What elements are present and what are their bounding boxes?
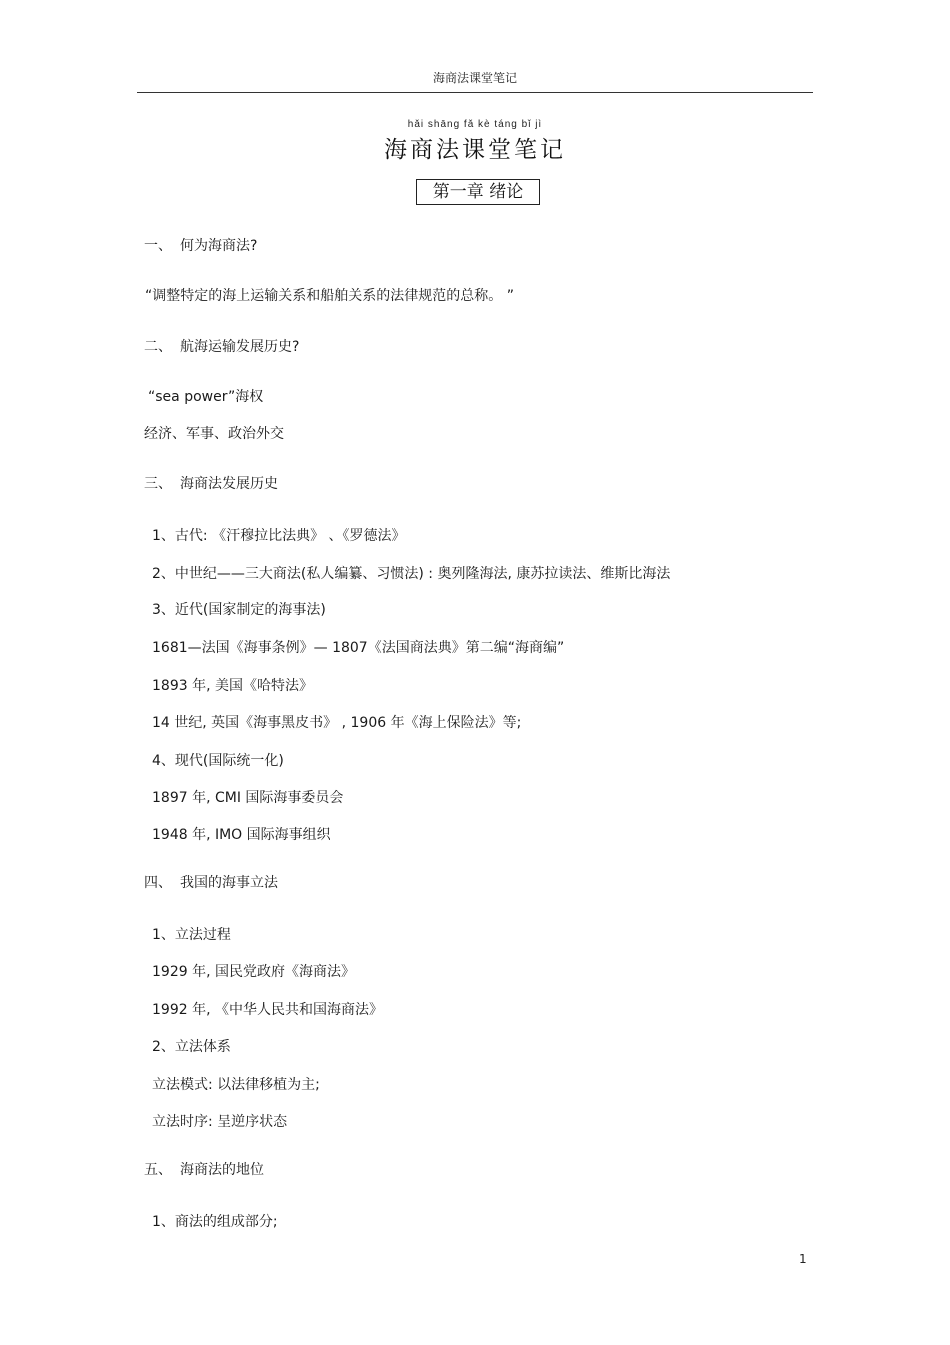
page-number: 1 (799, 1252, 807, 1266)
list-item: 3、近代(国家制定的海事法) (152, 602, 326, 618)
list-item: 4、现代(国际统一化) (152, 753, 284, 769)
section-heading (144, 874, 278, 892)
section-heading (144, 237, 257, 255)
text-line: 1948 年, IMO 国际海事组织 (152, 827, 331, 843)
title-pinyin: hǎi shāng fǎ kè táng bǐ jì (407, 119, 543, 130)
text-line: 经济、军事、政治外交 (144, 426, 284, 442)
section-title: 何为海商法? (180, 238, 258, 254)
text-line: 1992 年, 《中华人民共和国海商法》 (152, 1002, 383, 1018)
section-number: 四、 (144, 875, 172, 891)
list-item: 1、古代: 《汗穆拉比法典》 、《罗德法》 (152, 528, 406, 544)
section-title: 航海运输发展历史? (180, 339, 300, 355)
chapter-heading: 第一章 绪论 (416, 179, 540, 205)
section-number: 二、 (144, 339, 172, 355)
text-line: 立法模式: 以法律移植为主; (152, 1077, 320, 1093)
section-title: 我国的海事立法 (180, 875, 278, 891)
section-number: 三、 (144, 476, 172, 492)
section-title: 海商法的地位 (180, 1162, 264, 1178)
page-title: 海商法课堂笔记 (384, 137, 566, 163)
list-item: 2、中世纪——三大商法(私人编纂、习惯法) : 奥列隆海法, 康苏拉读法、维斯比海法 (152, 566, 671, 582)
running-header: 海商法课堂笔记 (432, 71, 517, 85)
text-line: 1929 年, 国民党政府《海商法》 (152, 964, 355, 980)
text-line: 14 世纪, 英国《海事黑皮书》 , 1906 年《海上保险法》等; (152, 715, 522, 731)
text-line: 1893 年, 美国《哈特法》 (152, 678, 313, 694)
section-number: 五、 (144, 1162, 172, 1178)
text-line: 立法时序: 呈逆序状态 (152, 1114, 288, 1130)
text-line: 1897 年, CMI 国际海事委员会 (152, 790, 344, 806)
text-line: “sea power”海权 (148, 389, 264, 405)
section-heading (144, 1161, 264, 1179)
header-divider (137, 92, 813, 93)
section-heading (144, 338, 299, 356)
section-title: 海商法发展历史 (180, 476, 278, 492)
list-item: 1、商法的组成部分; (152, 1214, 278, 1230)
section-number: 一、 (144, 238, 172, 254)
section-heading (144, 475, 278, 493)
list-item: 1、立法过程 (152, 927, 231, 943)
definition-line: “调整特定的海上运输关系和船舶关系的法律规范的总称。 ” (145, 288, 514, 304)
list-item: 2、立法体系 (152, 1039, 231, 1055)
text-line: 1681—法国《海事条例》— 1807《法国商法典》第二编“海商编” (152, 640, 565, 656)
